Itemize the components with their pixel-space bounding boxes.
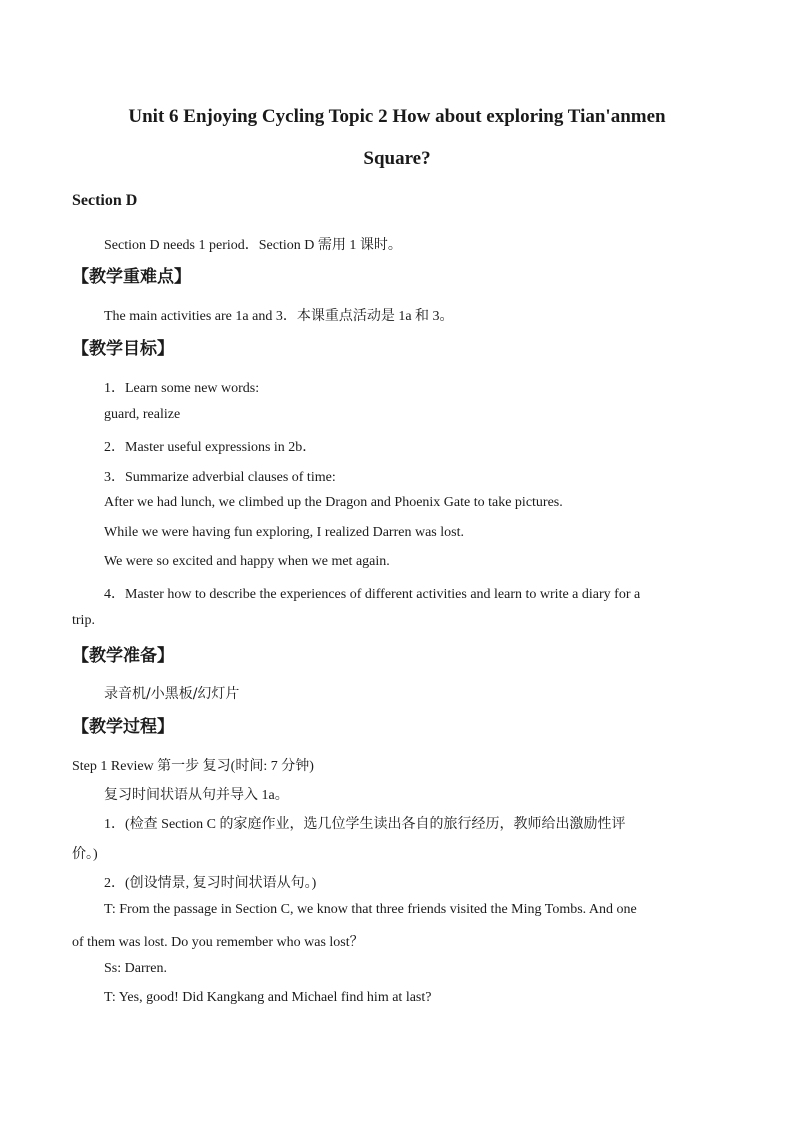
heading-key-points: 【教学重难点】 (72, 267, 191, 287)
objective-3: 3．Summarize adverbial clauses of time: (104, 470, 336, 485)
period-note: Section D needs 1 period．Section D 需用 1 课时。 (104, 238, 402, 253)
section-heading: Section D (72, 192, 138, 209)
step-1-intro: 复习时间状语从句并导入 1a。 (104, 788, 289, 803)
objective-1-words: guard, realize (104, 407, 181, 422)
objective-4-continued: trip. (72, 613, 95, 628)
document-title: Unit 6 Enjoying Cycling Topic 2 How about exploring Tian'anmen (128, 106, 666, 127)
objective-1: 1．Learn some new words: (104, 381, 260, 396)
heading-objectives: 【教学目标】 (72, 339, 174, 359)
heading-process: 【教学过程】 (72, 717, 174, 737)
preparation-text: 录音机/小黑板/幻灯片 (104, 686, 240, 702)
heading-preparation: 【教学准备】 (72, 646, 174, 666)
step-1-item-1-continued: 价。) (72, 847, 98, 862)
dialogue-line-1: T: From the passage in Section C, we know that three friends visited the Ming Tombs. And one (104, 902, 637, 917)
objective-4: 4．Master how to describe the experiences of different activities and learn to write a diary for a (104, 587, 641, 602)
dialogue-line-1-continued: of them was lost. Do you remember who was lost？ (72, 935, 364, 950)
example-sentence-2: While we were having fun exploring, I realized Darren was lost. (104, 525, 464, 540)
example-sentence-3: We were so excited and happy when we met again. (104, 554, 390, 569)
step-1-item-1: 1．(检查 Section C 的家庭作业，选几位学生读出各自的旅行经历，教师给出激励性评 (104, 817, 626, 832)
dialogue-line-2: Ss: Darren. (104, 961, 167, 976)
key-points-text: The main activities are 1a and 3．本课重点活动是 1a 和 3。 (104, 309, 454, 324)
dialogue-line-3: T: Yes, good! Did Kangkang and Michael find him at last? (104, 990, 432, 1005)
step-1-item-2: 2．(创设情景, 复习时间状语从句。) (104, 876, 317, 891)
document-title-continued: Square? (363, 148, 431, 169)
step-1-heading: Step 1 Review 第一步 复习(时间: 7 分钟) (72, 759, 314, 774)
example-sentence-1: After we had lunch, we climbed up the Dragon and Phoenix Gate to take pictures. (104, 495, 563, 510)
objective-2: 2．Master useful expressions in 2b． (104, 440, 317, 455)
